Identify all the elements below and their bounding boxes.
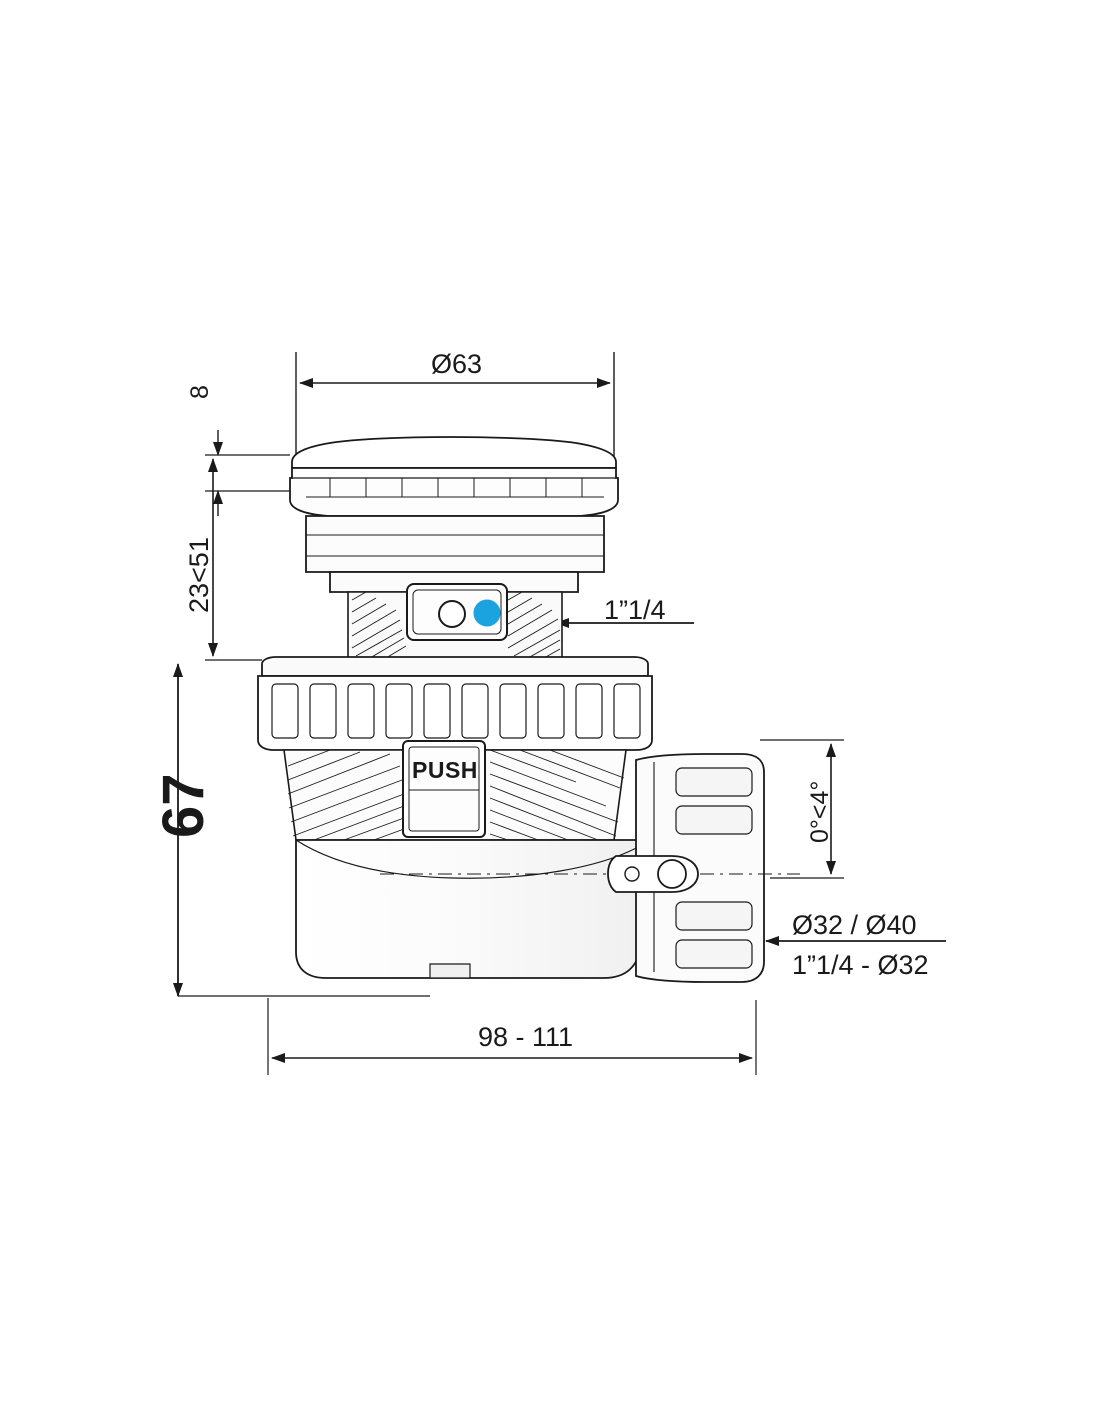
dimension-label-outlet-thread: 1”1/4 - Ø32 [792,950,929,980]
push-button-label: PUSH [412,757,478,783]
indicator-circle-open [439,601,465,627]
dimension-label-cover-thickness: 8 [186,385,214,399]
dimension-label-total-height: 67 [151,773,216,838]
indicator-circle-closed [474,600,500,626]
collar-nut [258,657,652,750]
dimension-label-outlet-diameter: Ø32 / Ø40 [792,910,917,940]
dimension-label-top-thread: 1”1/4 [604,595,666,625]
dimension-label-outlet-angle: 0°<4° [806,780,834,843]
dimension-label-adjustable-height: 23<51 [184,537,214,613]
upper-body [306,516,604,592]
dimension-label-total-length: 98 - 111 [478,1022,574,1052]
drain-cover [290,437,618,516]
trap-bowl [296,840,640,978]
indicator-plate [407,584,507,640]
push-button-block [403,741,485,837]
dimension-label-cover-diameter: Ø63 [431,349,483,379]
outlet-pin [608,856,698,892]
